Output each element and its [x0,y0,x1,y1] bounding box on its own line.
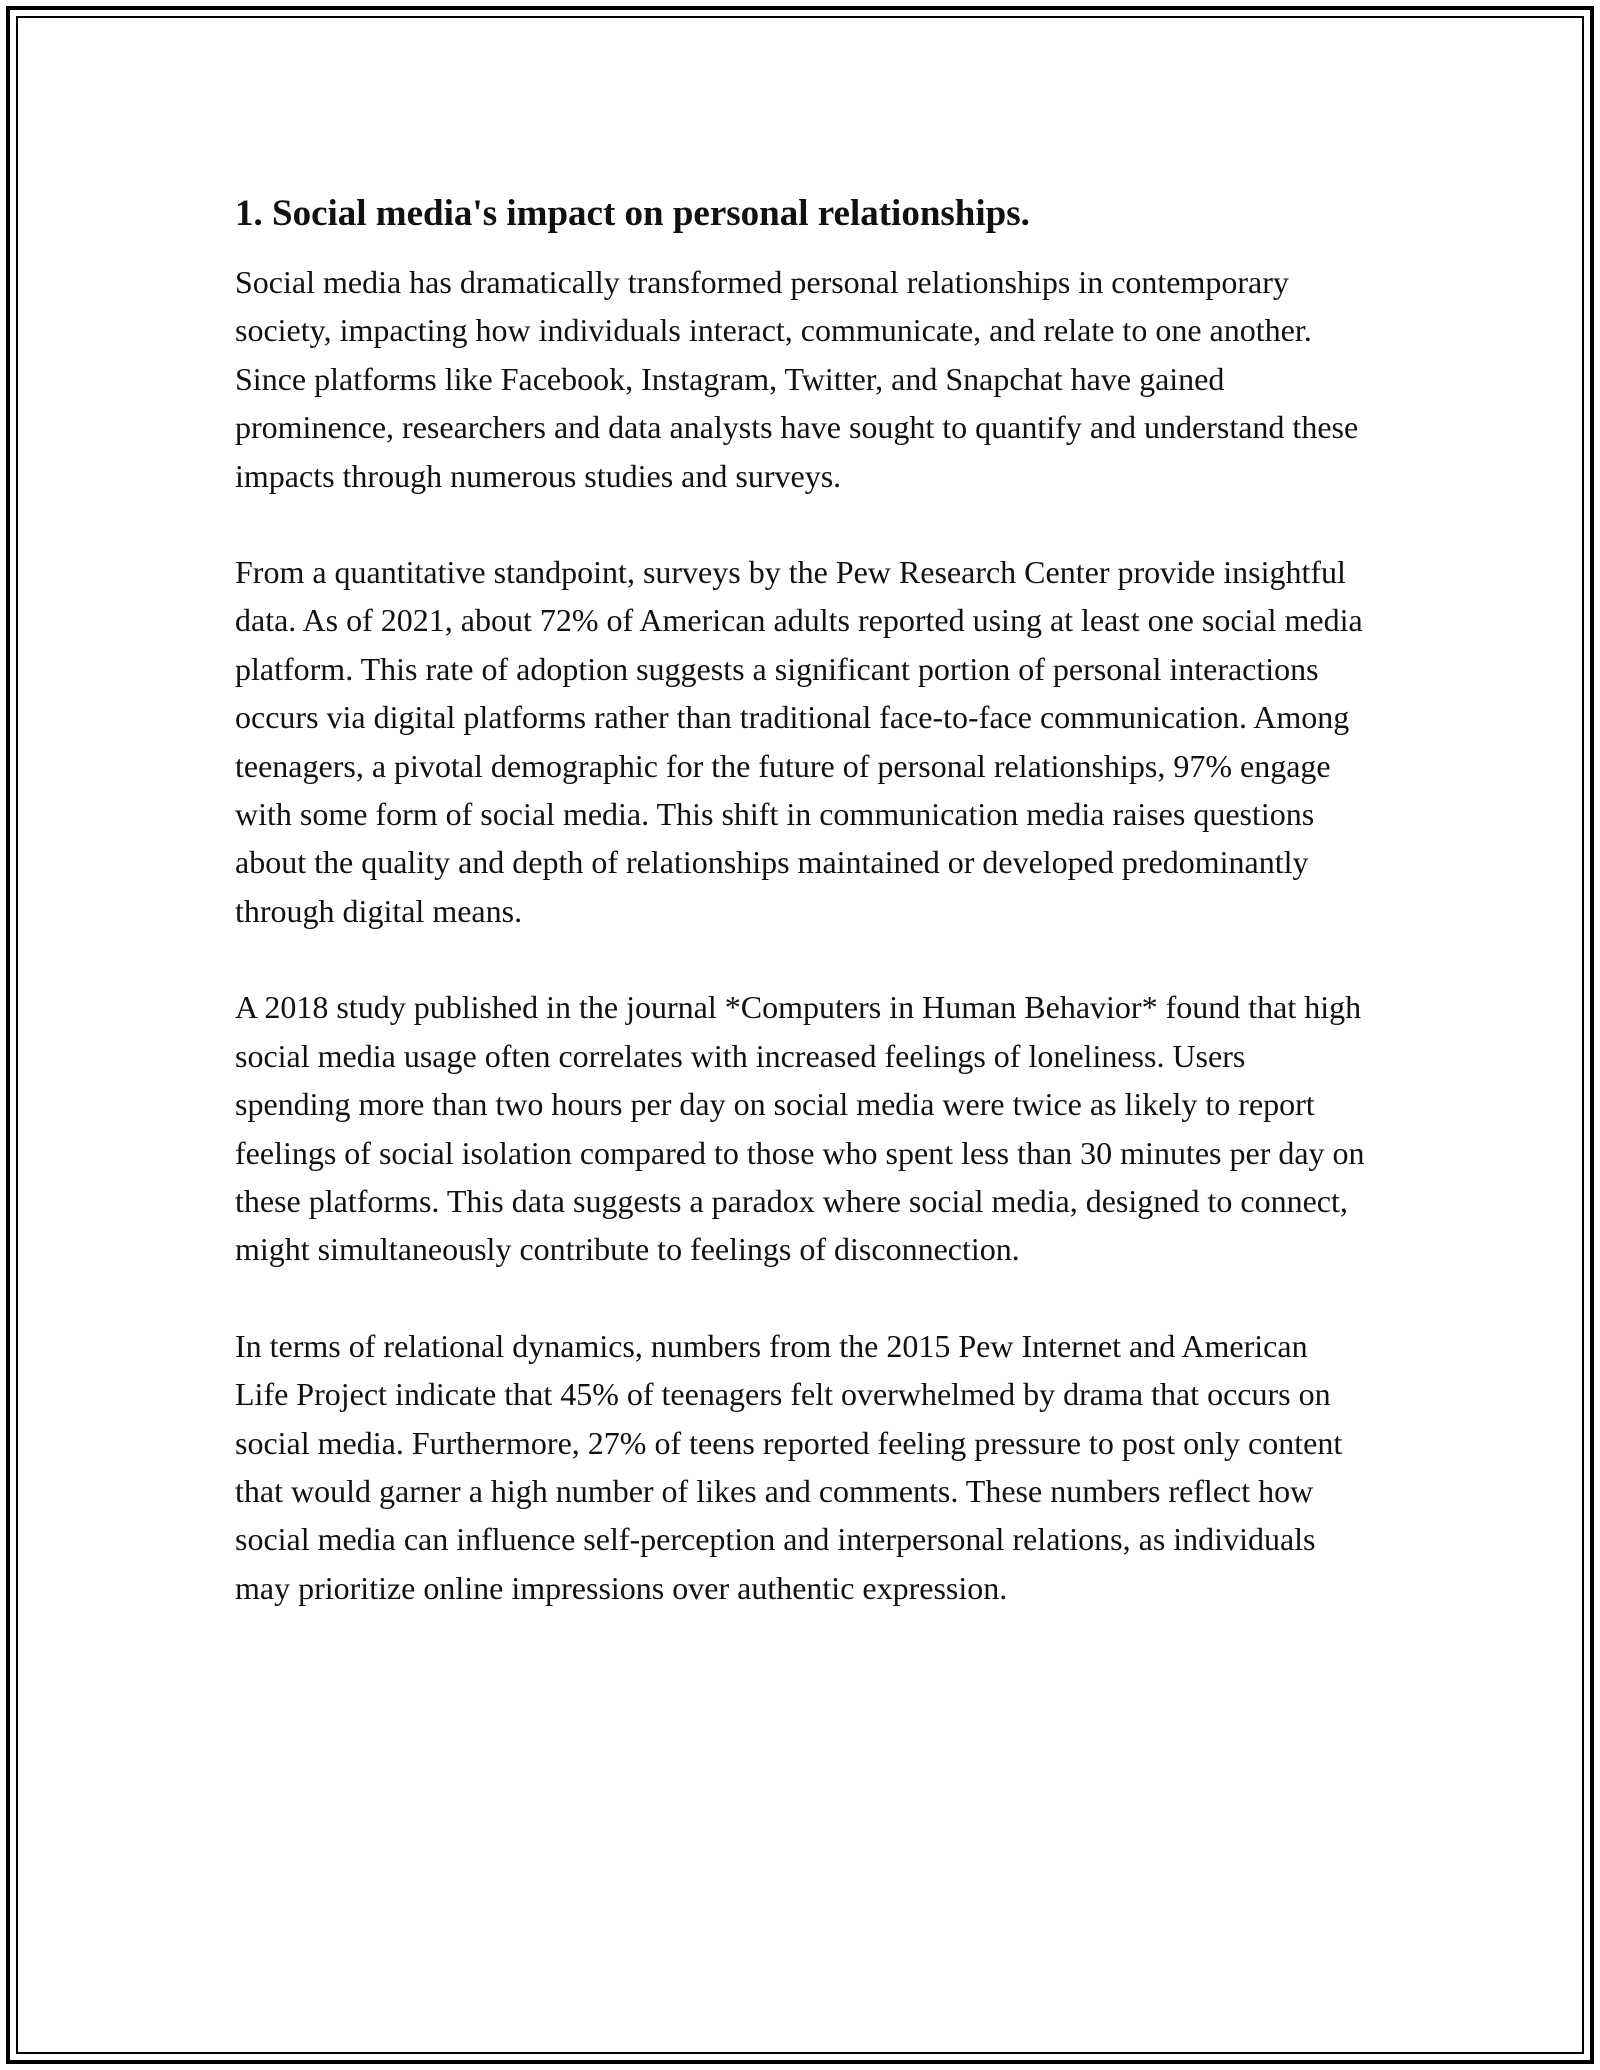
document-body [235,186,1365,1612]
paragraph-relational-dynamics: In terms of relational dynamics, numbers from the 2015 Pew Internet and American Life Project indicate that 45% of teenagers felt overwhelmed by drama that occurs on social media. Furthermore, 27% of teens reported feeling pressure to post only content that would garner a high number of likes and comments. These numbers reflect how social media can influence self-perception and interpersonal relations, as individuals may prioritize online impressions over authentic expression. [235,1327,1343,1606]
section-heading: 1. Social media's impact on personal relationships. [235,193,1030,234]
paragraph-pew-survey: From a quantitative standpoint, surveys by the Pew Research Center provide insightful data. As of 2021, about 72% of American adults reported using at least one social media platform. This rate of adoption suggests a significant portion of personal interactions occurs via digital platforms rather than traditional face-to-face communication. Among teenagers, a pivotal demographic for the future of personal relationships, 97% engage with some form of social media. This shift in communication media raises questions about the quality and depth of relationships maintained or developed predominantly through digital means. [235,554,1363,929]
paragraph-loneliness-study: A 2018 study published in the journal *Computers in Human Behavior* found that high social media usage often correlates with increased feelings of loneliness. Users spending more than two hours per day on social media were twice as likely to report feelings of social isolation compared to those who spent less than 30 minutes per day on these platforms. This data suggests a paradox where social media, designed to connect, might simultaneously contribute to feelings of disconnection. [235,989,1365,1268]
paragraph-intro: Social media has dramatically transformed personal relationships in contemporary society, impacting how individuals interact, communicate, and relate to one another. Since platforms like Facebook, Instagram, Twitter, and Snapchat have gained prominence, researchers and data analysts have sought to quantify and understand these impacts through numerous studies and surveys. [235,264,1359,494]
